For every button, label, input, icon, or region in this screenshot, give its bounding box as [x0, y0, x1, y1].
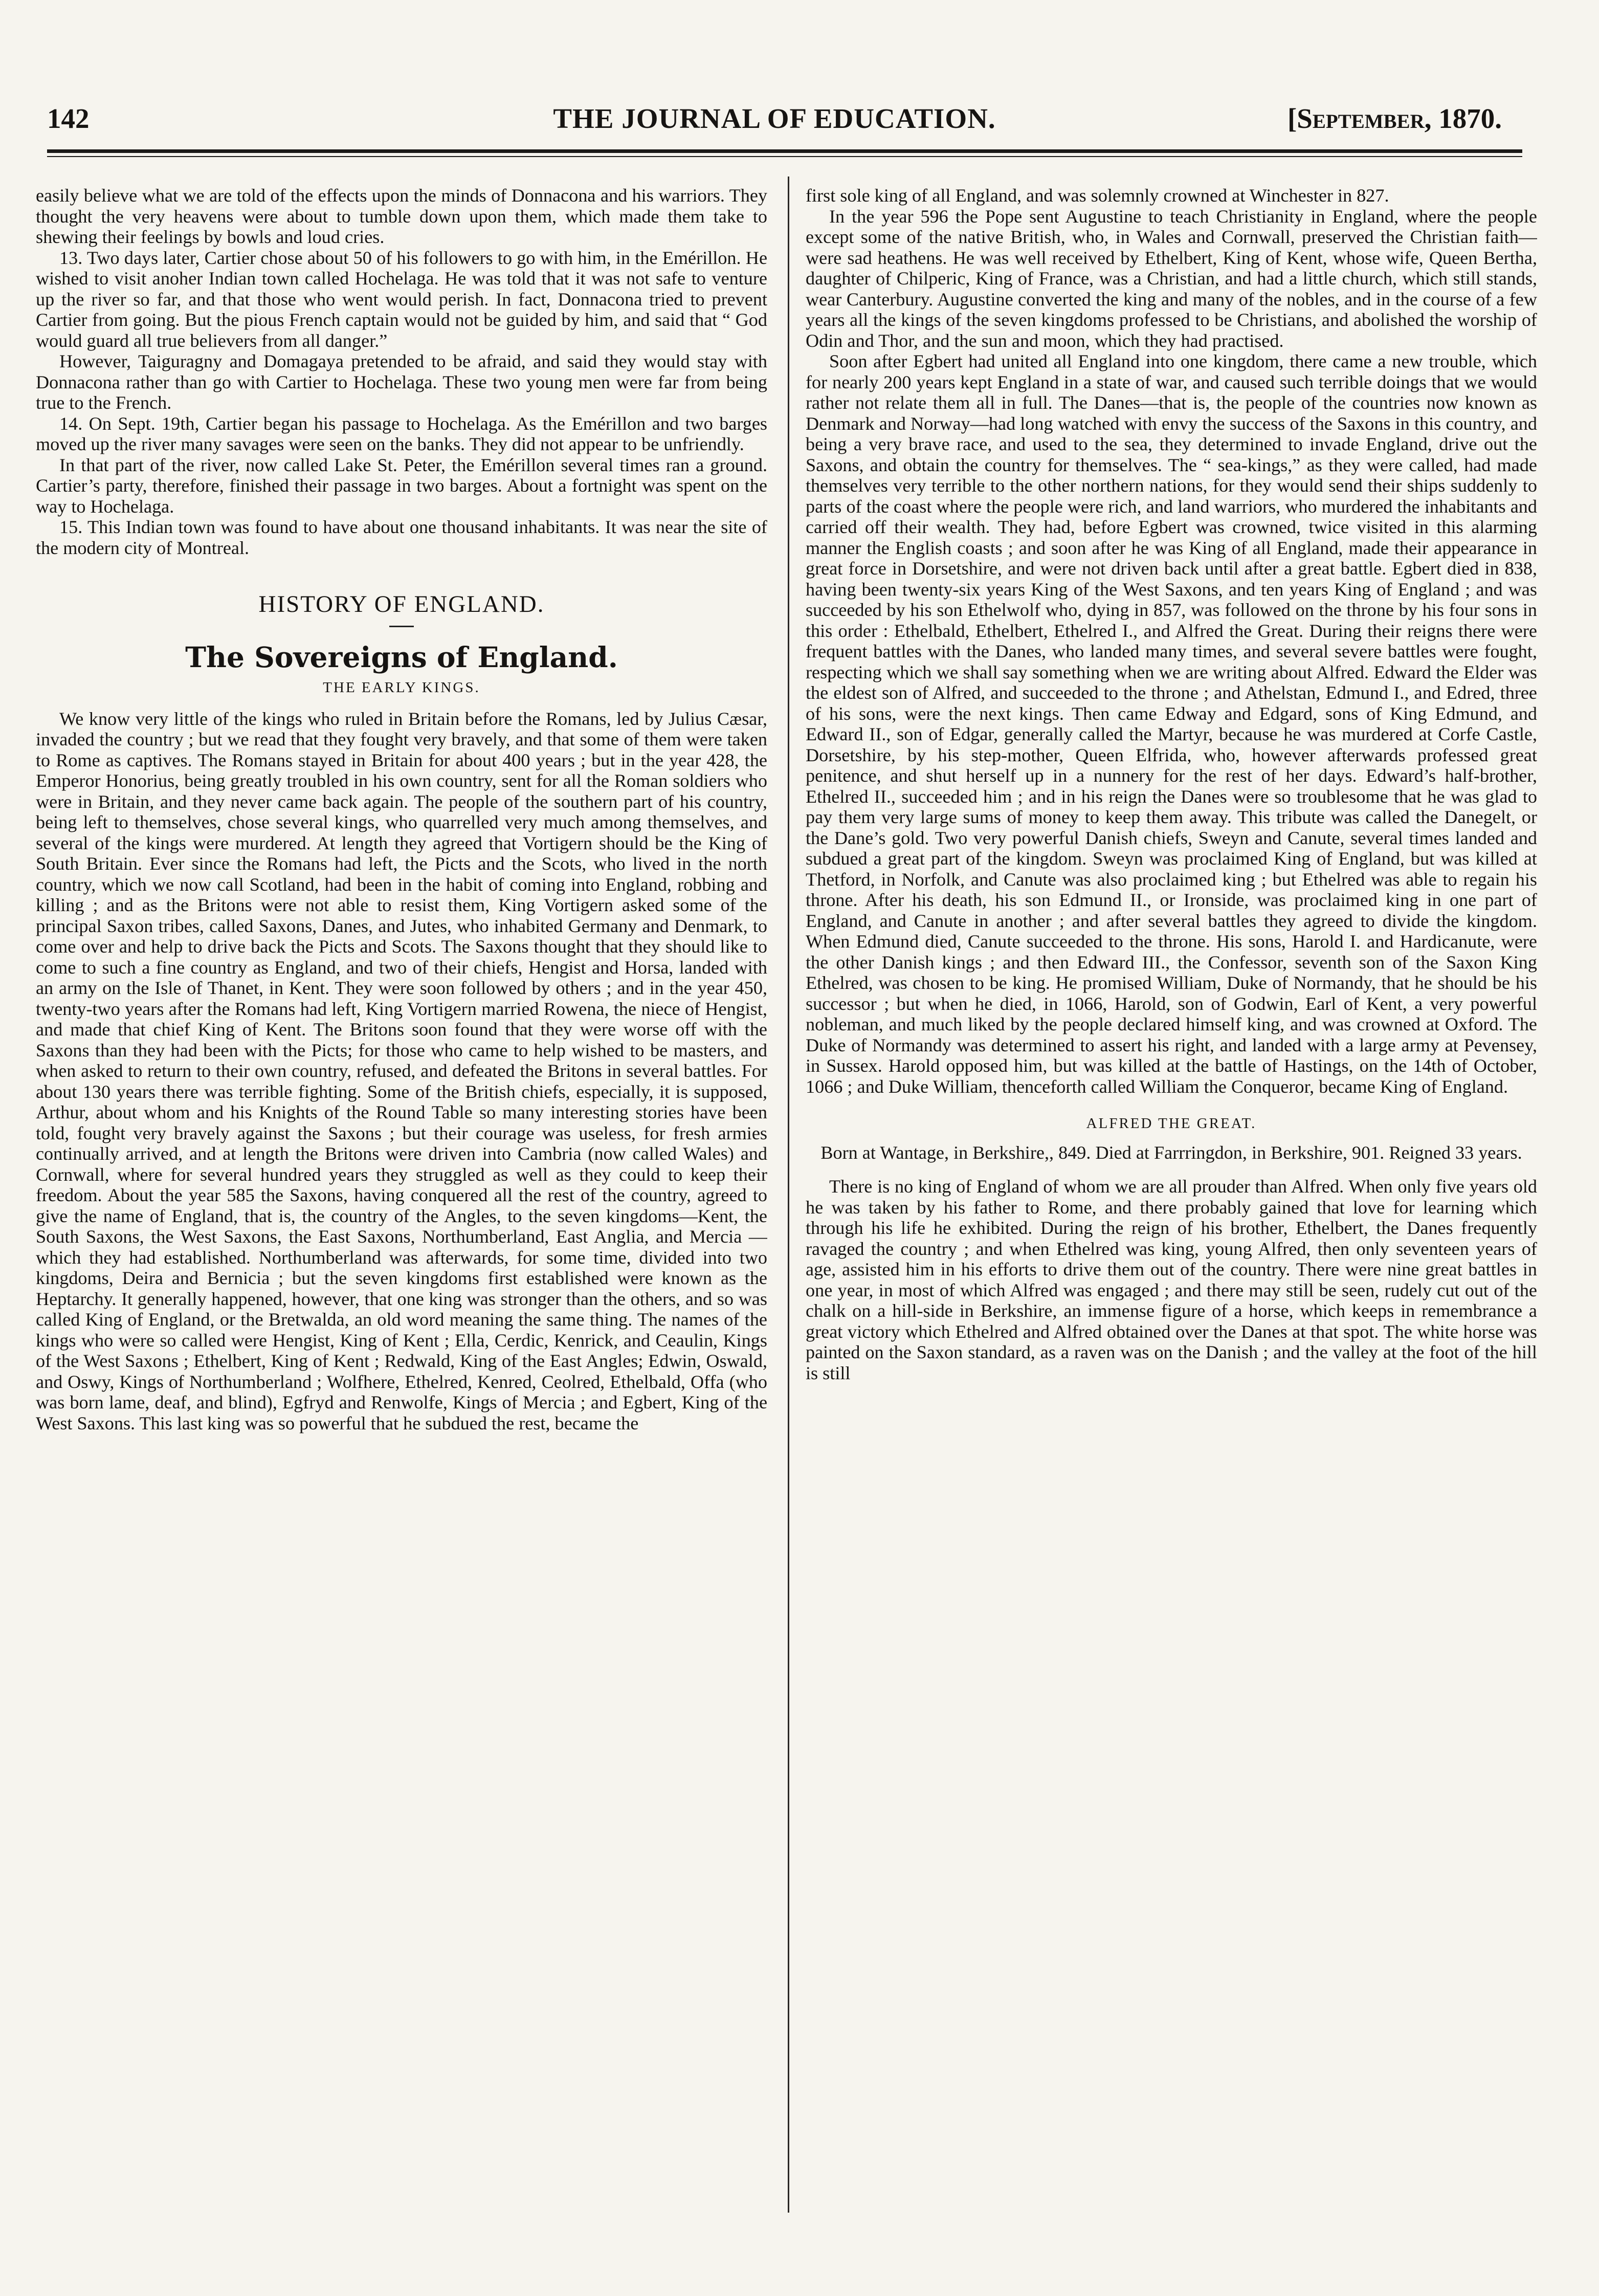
- paragraph: There is no king of England of whom we are all prouder than Alfred. When only five years old he was taken by his father to Rome, and there probably gained that love for learning which through his life he exhibited. During the reign of his brother, Ethelbert, the Danes frequently ravaged the country ; and when Ethelred was king, young Alfred, then only seventeen years of age, assisted him in his efforts to drive them out of the country. There were nine great battles in one year, in most of which Alfred was engaged ; and there may still be seen, rudely cut out of the chalk on a hill-side in Berkshire, an immense figure of a horse, which keeps in remembrance a great victory which Ethelred and Alfred obtained over the Danes at that spot. The white horse was painted on the Saxon standard, as a raven was on the Danish ; and the valley at the foot of the hill is still: [806, 1176, 1537, 1383]
- paragraph: However, Taiguragny and Domagaya pretended to be afraid, and said they would stay with Donnacona rather than go with Cartier to Hochelaga. These two young men were far from being true to the French.: [36, 351, 767, 413]
- paragraph: Soon after Egbert had united all England into one kingdom, there came a new trouble, which for nearly 200 years kept England in a state of war, and caused such terrible doings that we would rather not relate them all in full. The Danes—that is, the people of the countries now known as Denmark and Norway—had long watched with envy the success of the Saxons in this country, and being a very brave race, and used to the sea, they determined to invade England, drive out the Saxons, and obtain the country for themselves. The “ sea-kings,” as they were called, had made themselves very terrible to the other northern nations, for they would send their ships suddenly to parts of the coast where the people were rich, and land warriors, who murdered the inhabitants and carried off their wealth. They had, before Egbert was crowned, twice visited in this alarming manner the English coasts ; and soon after he was King of all England, made their appearance in great force in Dorsetshire, and were not driven back until after a great battle. Egbert died in 838, having been twenty-six years King of the West Saxons, and ten years King of England ; and was succeeded by his son Ethelwolf who, dying in 857, was followed on the throne by his four sons in this order : Ethelbald, Ethelbert, Ethelred I., and Alfred the Great. During their reigns there were frequent battles with the Danes, who landed many times, and several severe battles were fought, respecting which we shall say something when we are writing about Alfred. Edward the Elder was the eldest son of Alfred, and succeeded to the throne ; and Athelstan, Edmund I., and Edred, three of his sons, were the next kings. Then came Edway and Edgard, sons of King Edmund, and Edward II., son of Edgar, generally called the Martyr, because he was murdered at Corfe Castle, Dorsetshire, by his step-mother, Queen Elfrida, who, however afterwards professed great penitence, and shut herself up in a nunnery for the rest of her days. Edward’s half-brother, Ethelred II., succeeded him ; and in his reign the Danes were so troublesome that he was glad to pay them very large sums of money to keep them away. This tribute was called the Danegelt, or the Dane’s gold. Two very powerful Danish chiefs, Sweyn and Canute, several times landed and subdued a great part of the kingdom. Sweyn was proclaimed King of England, but was killed at Thetford, in Norfolk, and Canute was also proclaimed king ; but Ethelred was able to regain his throne. After his death, his son Edmund II., or Ironside, was proclaimed king in one part of England, and Canute in another ; and after several battles they agreed to divide the kingdom. When Edmund died, Canute succeeded to the throne. His sons, Harold I. and Hardicanute, were the other Danish kings ; and then Edward III., the Confessor, seventh son of the Saxon King Ethelred, was chosen to be king. He promised William, Duke of Normandy, that he should be his successor ; but when he died, in 1066, Harold, son of Godwin, Earl of Kent, a very powerful nobleman, and much liked by the people declared himself king, and was crowned at Oxford. The Duke of Normandy was determined to assert his right, and landed with a large army at Pevensey, in Sussex. Harold opposed him, but was killed at the battle of Hastings, on the 14th of October, 1066 ; and Duke William, thenceforth called William the Conqueror, became King of England.: [806, 351, 1537, 1097]
- biographical-note: Born at Wantage, in Berkshire,, 849. Died at Farrringdon, in Berkshire, 901. Reigned 33 years.: [820, 1142, 1522, 1163]
- paragraph: 15. This Indian town was found to have about one thousand inhabitants. It was near the site of the modern city of Montreal.: [36, 517, 767, 558]
- section-divider: [389, 626, 414, 627]
- section-title: HISTORY OF ENGLAND.: [258, 591, 545, 617]
- paragraph: first sole king of all England, and was solemnly crowned at Winchester in 827.: [806, 185, 1389, 206]
- issue-date: [September, 1870.: [1287, 103, 1502, 134]
- paragraph: easily believe what we are told of the effects upon the minds of Donnacona and his warriors. They thought the very heavens were about to tumble down upon them, which made them take to shewing their feelings by bowls and loud cries.: [36, 185, 767, 247]
- column-divider: [788, 176, 789, 2213]
- right-column: [806, 185, 1537, 2206]
- paragraph: We know very little of the kings who ruled in Britain before the Romans, led by Julius Cæsar, invaded the country ; but we read that they fought very bravely, and that some of them were taken to Rome as captives. The Romans stayed in Britain for about 400 years ; but in the year 428, the Emperor Honorius, being greatly troubled in his own country, sent for all the Roman soldiers who were in Britain, and they never came back again. The people of the southern part of his country, being left to themselves, chose several kings, who quarrelled very much among themselves, and several of the kings were murdered. At length they agreed that Vortigern should be the King of South Britain. Ever since the Romans had left, the Picts and the Scots, who lived in the north country, which we now call Scotland, had been in the habit of coming into England, robbing and killing ; and as the Britons were not able to resist them, King Vortigern asked some of the principal Saxon tribes, called Saxons, Danes, and Jutes, who inhabited Germany and Denmark, to come over and help to drive back the Picts and Scots. The Saxons thought that they should like to come to such a fine country as England, and two of their chiefs, Hengist and Horsa, landed with an army on the Isle of Thanet, in Kent. They were soon followed by others ; and in the year 450, twenty-two years after the Romans had left, King Vortigern married Rowena, the niece of Hengist, and made that chief King of Kent. The Britons soon found that they were worse off with the Saxons than they had been with the Picts; for those who came to help wished to be masters, and when asked to return to their own country, refused, and defeated the Britons in several battles. For about 130 years there was terrible fighting. Some of the British chiefs, especially, it is supposed, Arthur, about whom and his Knights of the Round Table so many interesting stories have been told, fought very bravely against the Saxons ; but their courage was useless, for fresh armies continually arrived, and at length the Britons were driven into Cambria (now called Wales) and Cornwall, where for several hundred years they struggled as well as they could to keep their freedom. About the year 585 the Saxons, having conquered all the rest of the country, agreed to give the name of England, that is, the country of the Angles, to the seven kingdoms—Kent, the South Saxons, the West Saxons, the East Saxons, Northumberland, East Anglia, and Mercia —which they had established. Northumberland was afterwards, for some time, divided into two kingdoms, Deira and Bernicia ; but the seven kingdoms first established were known as the Heptarchy. It generally happened, however, that one king was stronger than the others, and so was called King of England, or the Bretwalda, an old word meaning the same thing. The names of the kings who were so called were Hengist, King of Kent ; Ella, Cerdic, Kenrick, and Ceaulin, Kings of the West Saxons ; Ethelbert, King of Kent ; Redwald, King of the East Angles; Edwin, Oswald, and Oswy, Kings of Northumberland ; Wolfhere, Ethelred, Kenred, Ceolred, Ethelbald, Offa (who was born lame, deaf, and blind), Egfryd and Renwolfe, Kings of Mercia ; and Egbert, King of the West Saxons. This last king was so powerful that he subdued the rest, became the: [36, 708, 767, 1433]
- paragraph: In that part of the river, now called Lake St. Peter, the Emérillon several times ran a ground. Cartier’s party, therefore, finished their passage in two barges. About a fortnight was spent on the way to Hochelaga.: [36, 454, 767, 517]
- header-rule-thin: [47, 156, 1522, 157]
- paragraph: In the year 596 the Pope sent Augustine to teach Christianity in England, where the people except some of the native British, who, in Wales and Cornwall, preserved the Christian faith— were sad heathens. He was well received by Ethelbert, King of Kent, whose wife, Queen Bertha, daughter of Chilperic, King of France, was a Christian, and had a little church, which still stands, wear Canterbury. Augustine converted the king and many of the nobles, and in the course of a few years all the kings of the seven kingdoms professed to be Christians, and abolished the worship of Odin and Thor, and the sun and moon, which they had practised.: [806, 206, 1537, 351]
- left-column: [36, 185, 767, 2206]
- journal-title: THE JOURNAL OF EDUCATION.: [553, 103, 996, 134]
- article-subheading: THE EARLY KINGS.: [323, 679, 480, 696]
- page-header: [47, 102, 1502, 146]
- paragraph: 13. Two days later, Cartier chose about 50 of his followers to go with him, in the Emérillon. He wished to visit anoher Indian town called Hochelaga. He was told that it was not safe to venture up the river so far, and that those who went would perish. In fact, Donnacona tried to prevent Cartier from going. But the pious French captain would not be guided by him, and said that “ God would guard all true believers from all danger.”: [36, 247, 767, 351]
- article-title: The Sovereigns of England.: [185, 641, 618, 674]
- page-number: 142: [47, 103, 90, 134]
- subsection-heading: ALFRED THE GREAT.: [1086, 1115, 1257, 1132]
- header-rule-thick: [47, 149, 1522, 153]
- paragraph: 14. On Sept. 19th, Cartier began his passage to Hochelaga. As the Emérillon and two barges moved up the river many savages were seen on the banks. They did not appear to be unfriendly.: [36, 413, 767, 454]
